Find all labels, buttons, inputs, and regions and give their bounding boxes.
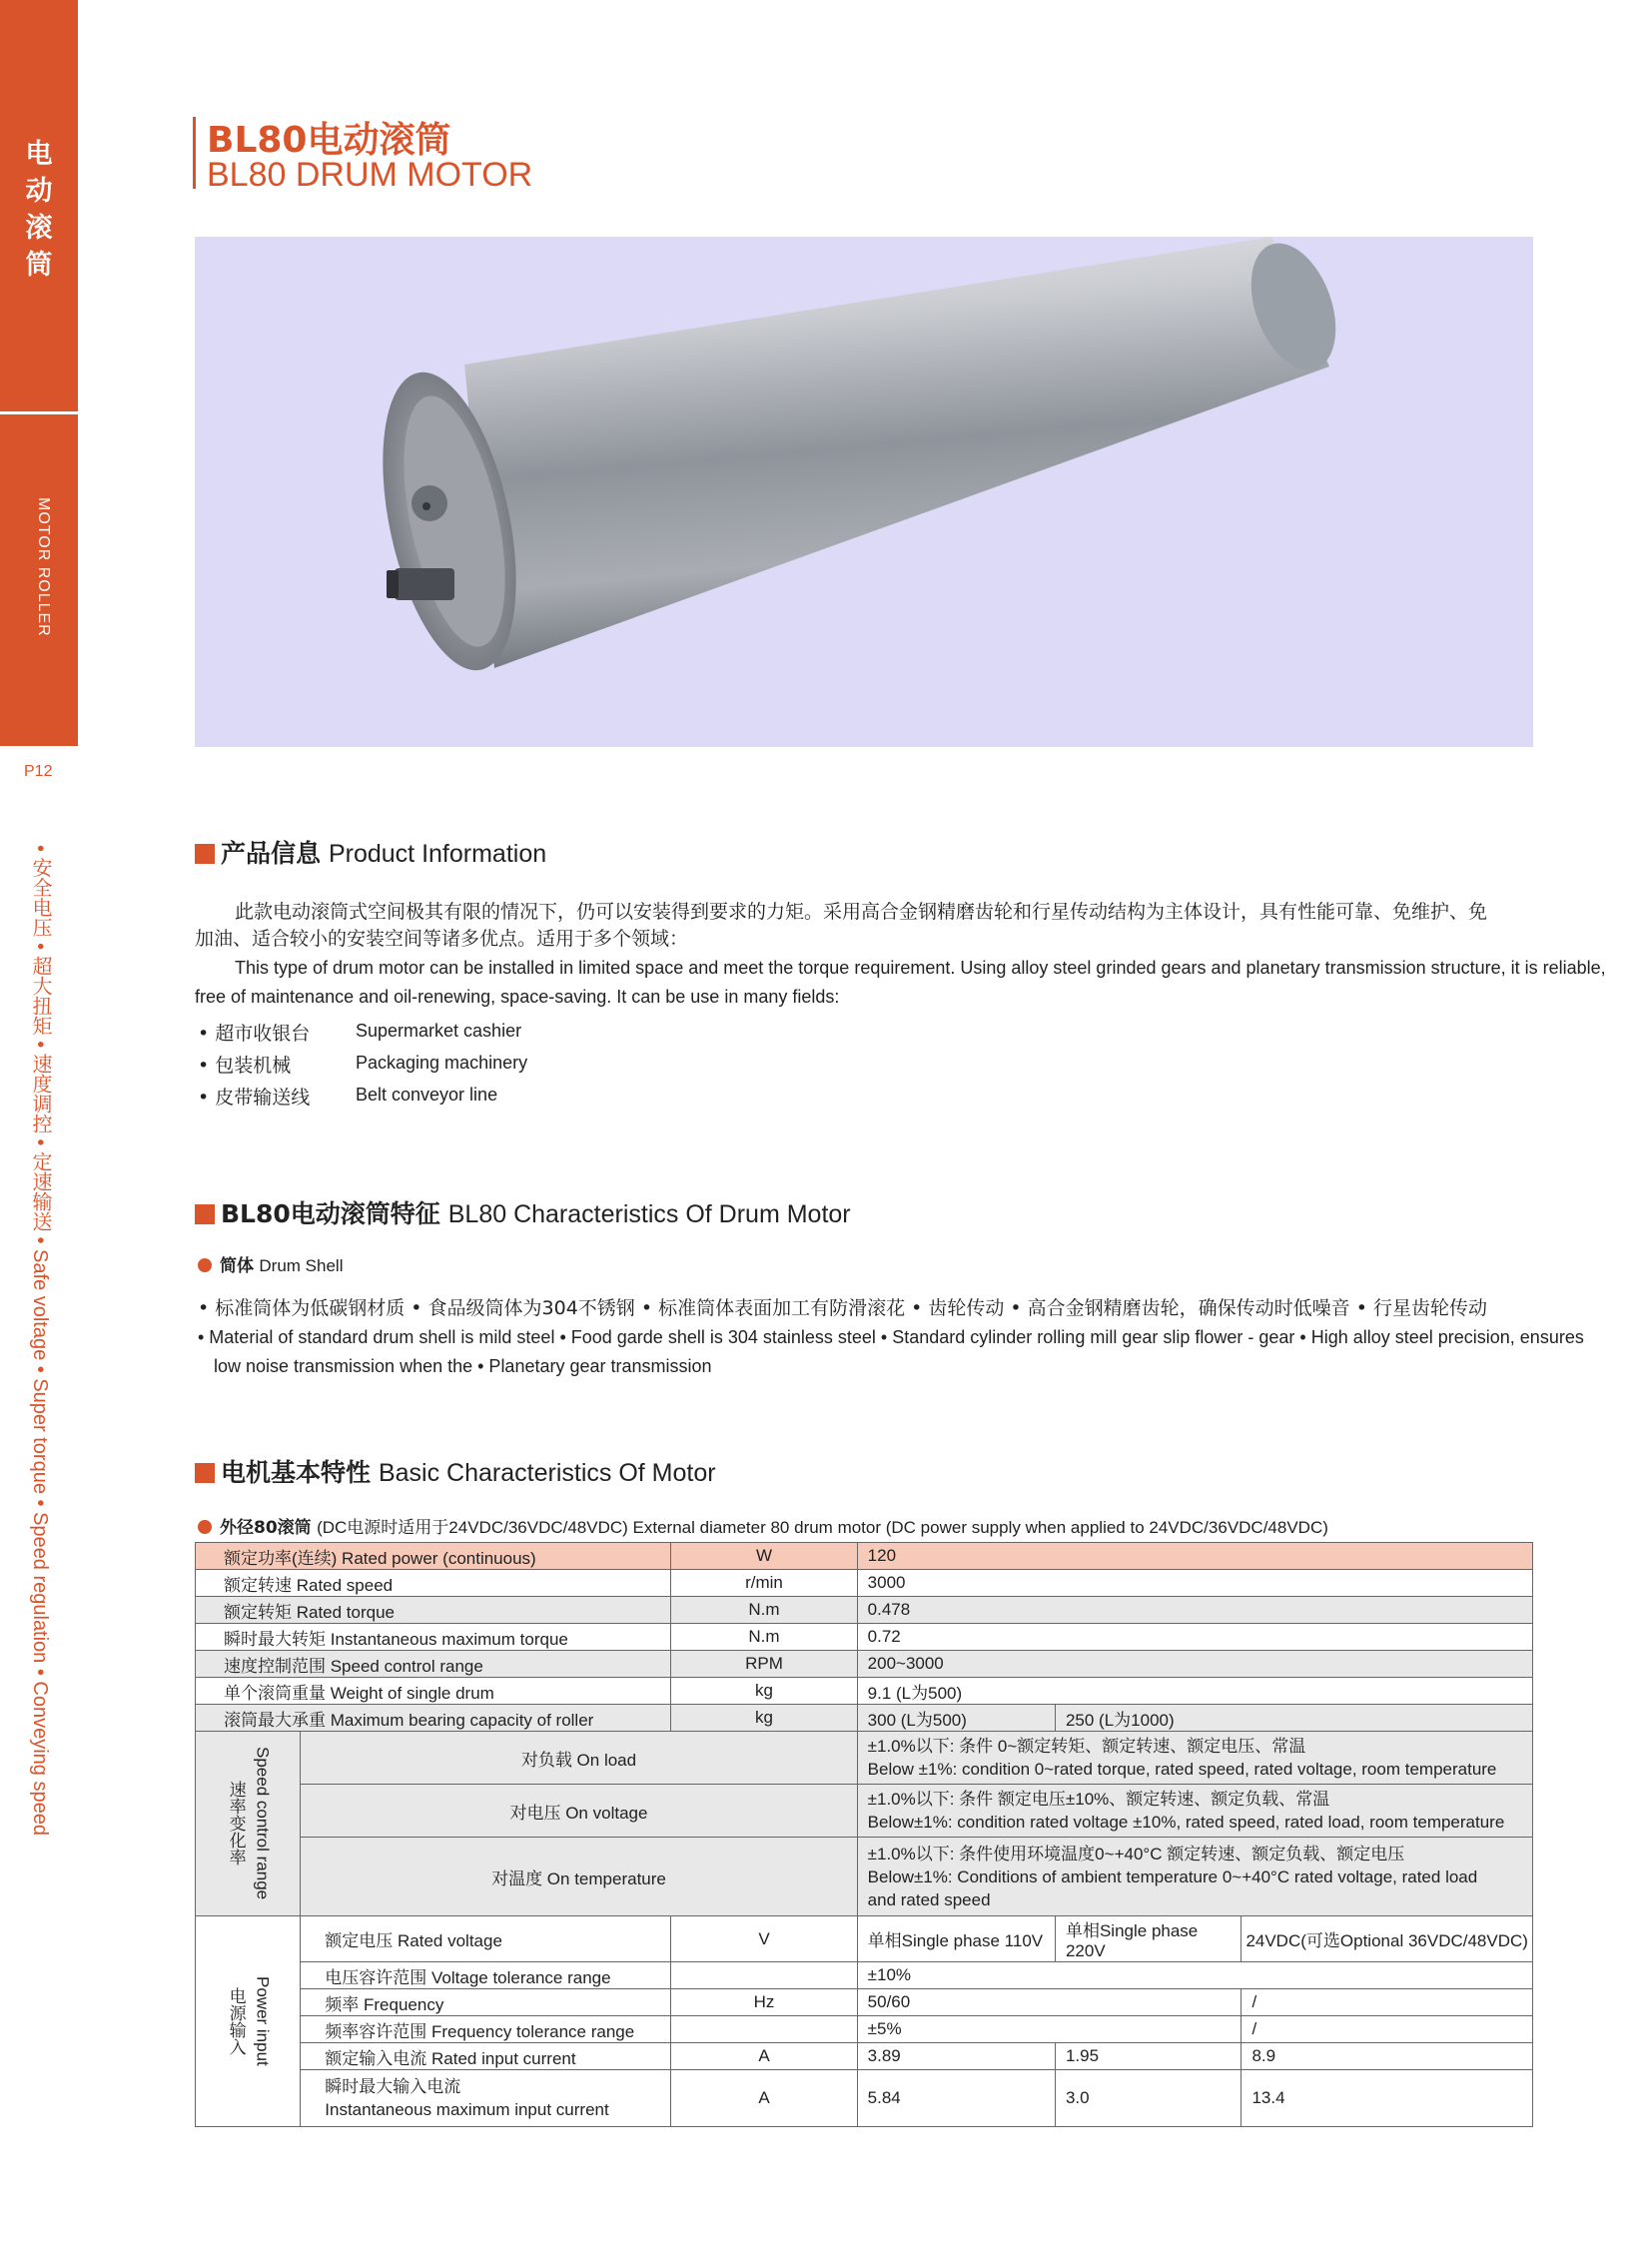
sidebar-title-cn bbox=[0, 136, 78, 284]
table-row bbox=[196, 1785, 1533, 1838]
table-row bbox=[196, 1962, 1533, 1989]
row-value: ±10% bbox=[857, 1962, 1532, 1989]
row-label: 电压容许范围 Voltage tolerance range bbox=[301, 1962, 671, 1989]
page-title-en: BL80 DRUM MOTOR bbox=[207, 156, 533, 194]
row-value: 单相Single phase 110V bbox=[857, 1916, 1055, 1962]
row-value bbox=[857, 1732, 1532, 1785]
row-label: 对温度 On temperature bbox=[301, 1838, 857, 1916]
row-value: 1.95 bbox=[1055, 2043, 1240, 2070]
value-en-2: and rated speed bbox=[867, 1889, 991, 1909]
motor-subheading bbox=[198, 1513, 1328, 1538]
row-label: 额定输入电流 Rated input current bbox=[301, 2043, 671, 2070]
table-row bbox=[196, 1678, 1533, 1705]
value-en: Below±1%: condition rated voltage ±10%, rated speed, rated load, room temperature bbox=[867, 1813, 1505, 1832]
title-accent-bar bbox=[193, 117, 196, 189]
table-row bbox=[196, 1705, 1533, 1732]
table-row bbox=[196, 2070, 1533, 2127]
row-value: 250 (L为1000) bbox=[1055, 1705, 1532, 1732]
field-item-cn: • 超市收银台 bbox=[198, 1023, 311, 1045]
row-unit: RPM bbox=[671, 1651, 857, 1678]
product-desc-en-1: This type of drum motor can be installed in limited space and meet the torque requirement. Using alloy steel grinded gears and planetary transmission structure, it is reliable, bbox=[235, 958, 1606, 978]
heading-cn: BL80电动滚筒特征 bbox=[221, 1199, 440, 1228]
row-label: 瞬时最大转矩 Instantaneous maximum torque bbox=[196, 1624, 671, 1651]
row-unit: r/min bbox=[671, 1570, 857, 1597]
row-unit bbox=[671, 2016, 857, 2043]
value-cn: ±1.0%以下: 条件 额定电压±10%、额定转速、额定负载、常温 bbox=[867, 1790, 1330, 1809]
row-unit: A bbox=[671, 2070, 857, 2127]
table-row bbox=[196, 1916, 1533, 1962]
value-cn: ±1.0%以下: 条件使用环境温度0~+40°C 额定转速、额定负载、额定电压 bbox=[867, 1844, 1405, 1864]
row-value: / bbox=[1241, 2016, 1533, 2043]
heading-en: BL80 Characteristics Of Drum Motor bbox=[447, 1200, 851, 1228]
value-cn: ±1.0%以下: 条件 0~额定转矩、额定转速、额定电压、常温 bbox=[867, 1737, 1306, 1756]
bullet-dot-icon bbox=[198, 1258, 212, 1272]
field-item-en: Packaging machinery bbox=[356, 1053, 528, 1073]
row-unit: kg bbox=[671, 1705, 857, 1732]
characteristics-line-en-2: low noise transmission when the • Planetary gear transmission bbox=[214, 1356, 712, 1376]
row-label: 滚筒最大承重 Maximum bearing capacity of roller bbox=[196, 1705, 671, 1732]
row-label: 对电压 On voltage bbox=[301, 1785, 857, 1838]
spec-table bbox=[195, 1542, 1533, 2127]
value-en: Below ±1%: condition 0~rated torque, rated speed, rated voltage, room temperature bbox=[867, 1760, 1497, 1779]
field-item-cn: • 皮带输送线 bbox=[198, 1087, 311, 1109]
table-row bbox=[196, 1543, 1533, 1570]
row-label: 单个滚筒重量 Weight of single drum bbox=[196, 1678, 671, 1705]
row-value bbox=[857, 1785, 1532, 1838]
sub-en: Drum Shell bbox=[259, 1256, 344, 1275]
page-title-cn: BL80电动滚筒 bbox=[207, 120, 451, 161]
field-item-cn: • 包装机械 bbox=[198, 1055, 292, 1077]
row-unit: kg bbox=[671, 1678, 857, 1705]
sub-rest: (DC电源时适用于24VDC/36VDC/48VDC) External diameter 80 drum motor (DC power supply when applied to 24VDC/36VDC/48VDC) bbox=[317, 1518, 1328, 1537]
row-unit: N.m bbox=[671, 1624, 857, 1651]
field-item-en: Supermarket cashier bbox=[356, 1021, 522, 1041]
heading-cn: 电机基本特性 bbox=[221, 1458, 372, 1487]
row-unit: N.m bbox=[671, 1597, 857, 1624]
heading-square-icon bbox=[195, 844, 215, 864]
page-number: P12 bbox=[24, 763, 53, 780]
characteristics-line-en-1: • Material of standard drum shell is mild steel • Food garde shell is 304 stainless steel • Standard cylinder rolling mill gear slip flower - gear • High alloy steel precision, ensures bbox=[198, 1327, 1584, 1347]
table-row bbox=[196, 1732, 1533, 1785]
row-value: 9.1 (L为500) bbox=[857, 1678, 1532, 1705]
bullet-dot-icon bbox=[198, 1520, 212, 1534]
heading-en: Product Information bbox=[328, 840, 547, 868]
product-desc-cn-1: 此款电动滚筒式空间极其有限的情况下，仍可以安装得到要求的力矩。采用高合金钢精磨齿轮和行星传动结构为主体设计，具有性能可靠、免维护、免 bbox=[235, 901, 1488, 923]
section-heading-characteristics bbox=[195, 1194, 851, 1230]
product-desc-en-2: free of maintenance and oil-renewing, space-saving. It can be use in many fields: bbox=[195, 987, 840, 1007]
table-row bbox=[196, 2043, 1533, 2070]
table-row bbox=[196, 1838, 1533, 1916]
row-unit: V bbox=[671, 1916, 857, 1962]
label-en: Instantaneous maximum input current bbox=[325, 2100, 609, 2119]
table-row bbox=[196, 1597, 1533, 1624]
sub-cn: 外径80滚筒 bbox=[220, 1518, 312, 1538]
row-value: 300 (L为500) bbox=[857, 1705, 1055, 1732]
speed-group-label-en: Speed control range bbox=[253, 1747, 273, 1900]
row-label: 对负载 On load bbox=[301, 1732, 857, 1785]
row-unit: Hz bbox=[671, 1989, 857, 2016]
drum-motor-illustration bbox=[195, 237, 1533, 747]
row-unit: W bbox=[671, 1543, 857, 1570]
product-image bbox=[195, 237, 1533, 747]
table-row bbox=[196, 1624, 1533, 1651]
power-group-label-cn: 电源输入 bbox=[226, 1987, 246, 2055]
power-group-label-en: Power input bbox=[253, 1976, 273, 2066]
table-row bbox=[196, 1570, 1533, 1597]
row-label: 频率 Frequency bbox=[301, 1989, 671, 2016]
section-heading-motor bbox=[195, 1453, 716, 1489]
row-unit: A bbox=[671, 2043, 857, 2070]
sidebar-title-en: MOTOR ROLLER bbox=[35, 497, 52, 637]
row-value: 3.0 bbox=[1055, 2070, 1240, 2127]
sidebar-divider bbox=[0, 411, 78, 414]
row-value: / bbox=[1241, 1989, 1533, 2016]
row-value: 单相Single phase 220V bbox=[1055, 1916, 1240, 1962]
row-unit bbox=[671, 1962, 857, 1989]
row-value: 0.478 bbox=[857, 1597, 1532, 1624]
row-value: 50/60 bbox=[857, 1989, 1241, 2016]
table-row bbox=[196, 1651, 1533, 1678]
sidebar-bottom-bar bbox=[0, 741, 78, 746]
value-en: Below±1%: Conditions of ambient temperature 0~+40°C rated voltage, rated load bbox=[867, 1867, 1478, 1886]
drum-shell-subheading bbox=[198, 1251, 344, 1276]
product-desc-cn-2: 加油、适合较小的安装空间等诸多优点。适用于多个领域： bbox=[195, 928, 689, 950]
row-label: 额定电压 Rated voltage bbox=[301, 1916, 671, 1962]
sub-cn: 简体 bbox=[220, 1256, 254, 1276]
row-value: 5.84 bbox=[857, 2070, 1055, 2127]
row-label: 速度控制范围 Speed control range bbox=[196, 1651, 671, 1678]
field-item-en: Belt conveyor line bbox=[356, 1085, 498, 1105]
row-value: 120 bbox=[857, 1543, 1532, 1570]
speed-group-label-cn: 速率变化率 bbox=[226, 1781, 246, 1867]
row-value: ±5% bbox=[857, 2016, 1241, 2043]
row-label: 额定转速 Rated speed bbox=[196, 1570, 671, 1597]
row-value: 13.4 bbox=[1241, 2070, 1533, 2127]
table-row bbox=[196, 1989, 1533, 2016]
power-group-label bbox=[196, 1916, 301, 2127]
heading-square-icon bbox=[195, 1463, 215, 1483]
row-value: 3.89 bbox=[857, 2043, 1055, 2070]
row-label bbox=[301, 2070, 671, 2127]
row-label: 额定功率(连续) Rated power (continuous) bbox=[196, 1543, 671, 1570]
heading-cn: 产品信息 bbox=[221, 839, 322, 868]
row-value bbox=[857, 1838, 1532, 1916]
section-heading-product-info bbox=[195, 834, 546, 870]
row-label: 额定转矩 Rated torque bbox=[196, 1597, 671, 1624]
row-label: 频率容许范围 Frequency tolerance range bbox=[301, 2016, 671, 2043]
row-value: 8.9 bbox=[1241, 2043, 1533, 2070]
row-value: 24VDC(可选Optional 36VDC/48VDC) bbox=[1241, 1916, 1533, 1962]
heading-en: Basic Characteristics Of Motor bbox=[378, 1459, 716, 1487]
sidebar-title-cn-text: 电动滚筒 bbox=[25, 139, 53, 281]
row-value: 200~3000 bbox=[857, 1651, 1532, 1678]
row-value: 0.72 bbox=[857, 1624, 1532, 1651]
label-cn: 瞬时最大输入电流 bbox=[325, 2077, 461, 2096]
feature-list-vertical: • 安全电压 • 超大扭矩 • 速度调控 • 定速输送 • Safe voltage • Super torque • Speed regulation • Conveying speed bbox=[29, 845, 51, 1836]
row-value: 3000 bbox=[857, 1570, 1532, 1597]
heading-square-icon bbox=[195, 1204, 215, 1224]
characteristics-line-cn: • 标准筒体为低碳钢材质 • 食品级筒体为304不锈钢 • 标准筒体表面加工有防滑滚花 • 齿轮传动 • 高合金钢精磨齿轮，确保传动时低噪音 • 行星齿轮传动 bbox=[198, 1297, 1487, 1319]
speed-group-label bbox=[196, 1732, 301, 1916]
table-row bbox=[196, 2016, 1533, 2043]
